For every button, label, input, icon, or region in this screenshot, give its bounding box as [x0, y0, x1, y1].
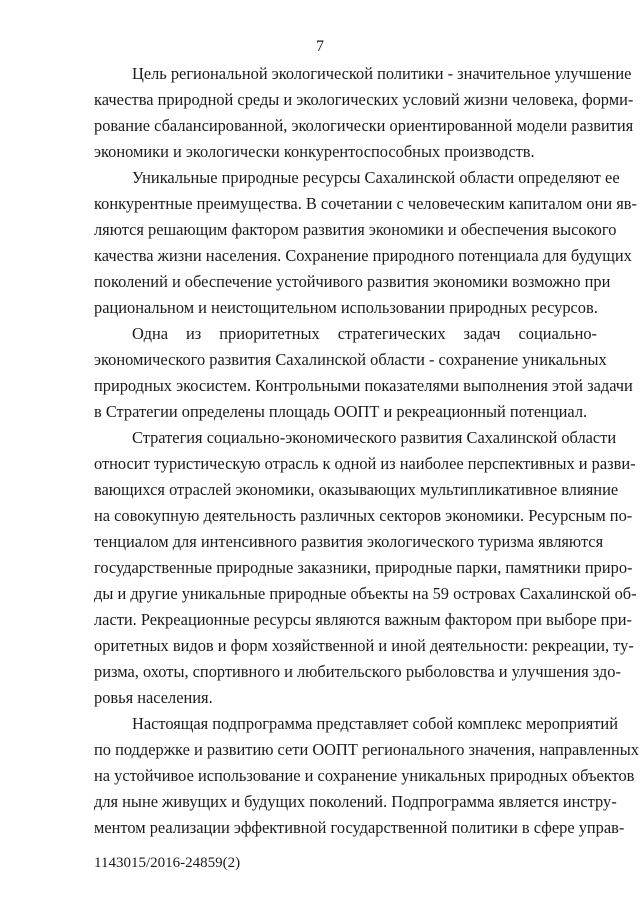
text-line: Настоящая подпрограмма представляет собой комплекс мероприятий [132, 714, 618, 733]
text-line: Уникальные природные ресурсы Сахалинской области определяют ее [132, 168, 620, 187]
text-line: качества жизни населения. Сохранение природного потенциала для будущих [94, 246, 632, 265]
text-line: качества природной среды и экологических условий жизни человека, форми- [94, 90, 634, 109]
text-line: рование сбалансированной, экологически ориентированной модели развития [94, 116, 634, 135]
text-line: экономики и экологически конкурентоспособных производств. [94, 142, 535, 161]
text-line: конкурентные преимущества. В сочетании с человеческим капиталом они яв- [94, 194, 637, 213]
text-line: тенциалом для интенсивного развития экологического туризма являются [94, 532, 604, 551]
text-line: поколений и обеспечение устойчивого развития экономики возможно при [94, 272, 611, 291]
text-line: экономического развития Сахалинской области - сохранение уникальных [94, 350, 607, 369]
text-line: для ныне живущих и будущих поколений. Подпрограмма является инстру- [94, 792, 617, 811]
text-line: природных экосистем. Контрольными показателями выполнения этой задачи [94, 376, 633, 395]
text-line: на устойчивое использование и сохранение уникальных природных объектов [94, 766, 635, 785]
text-line: по поддержке и развитию сети ООПТ регионального значения, направленных [94, 740, 640, 759]
text-line: в Стратегии определены площадь ООПТ и рекреационный потенциал. [94, 402, 588, 421]
text-line: Цель региональной экологической политики - значительное улучшение [132, 64, 632, 83]
text-line: ризма, охоты, спортивного и любительского рыболовства и улучшения здо- [94, 662, 621, 681]
text-line: ляются решающим фактором развития экономики и обеспечения высокого [94, 220, 617, 239]
text-line: Стратегия социально-экономического развития Сахалинской области [132, 428, 617, 447]
text-line: ментом реализации эффективной государственной политики в сфере управ- [94, 818, 625, 837]
text-line: ровья населения. [94, 688, 213, 707]
text-line: государственные природные заказники, природные парки, памятники приро- [94, 558, 633, 577]
text-line: рациональном и неистощительном использовании природных ресурсов. [94, 298, 598, 317]
text-line: Одна из приоритетных стратегических задач социально- [132, 324, 597, 343]
text-line: относит туристическую отрасль к одной из наиболее перспективных и разви- [94, 454, 636, 473]
text-line: оритетных видов и форм хозяйственной и иной деятельности: рекреации, ту- [94, 636, 634, 655]
text-line: ласти. Рекреационные ресурсы являются важным фактором при выборе при- [94, 610, 633, 629]
text-line: ды и другие уникальные природные объекты на 59 островах Сахалинской об- [94, 584, 637, 603]
page-number: 7 [316, 38, 324, 55]
text-line: вающихся отраслей экономики, оказывающих мультипликативное влияние [94, 480, 619, 499]
text-line: на совокупную деятельность различных секторов экономики. Ресурсным по- [94, 506, 633, 525]
document-code: 1143015/2016-24859(2) [94, 855, 241, 871]
